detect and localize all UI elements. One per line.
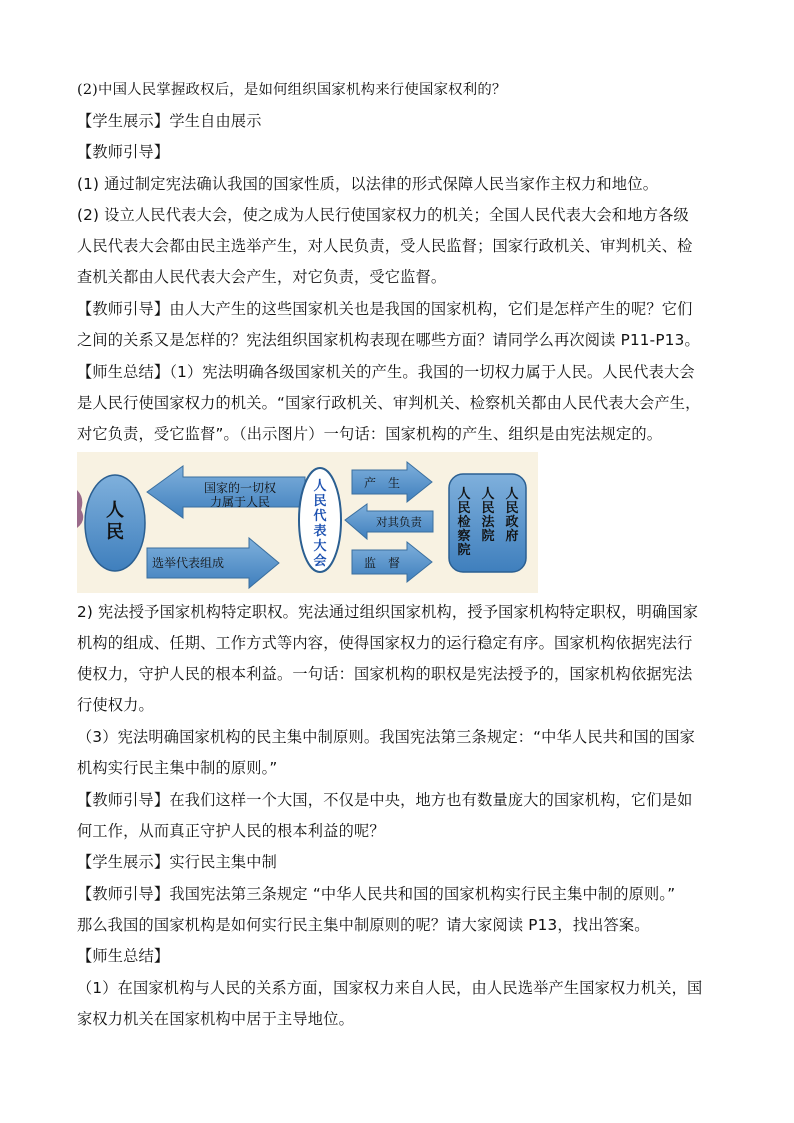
svg-text:检: 检 bbox=[457, 515, 471, 530]
svg-text:人: 人 bbox=[457, 487, 471, 502]
paragraph-line: 【师生总结】 bbox=[77, 947, 170, 965]
svg-text:代: 代 bbox=[313, 509, 327, 524]
svg-text:人: 人 bbox=[505, 487, 519, 502]
paragraph-line: (1) 通过制定宪法确认我国的国家性质，以法律的形式保障人民当家作主权力和地位。 bbox=[77, 175, 659, 193]
paragraph-line: 【教师引导】我国宪法第三条规定 “中华人民共和国的国家机构实行民主集中制的原则。” bbox=[77, 885, 676, 903]
paragraph-line: 行使权力。 bbox=[77, 696, 154, 714]
svg-text:民: 民 bbox=[313, 494, 327, 509]
svg-text:府: 府 bbox=[505, 529, 519, 544]
svg-text:人: 人 bbox=[313, 479, 327, 494]
paragraph-line: 之间的关系又是怎样的？宪法组织国家机构表现在哪些方面？请同学么再次阅读 P11-P13。 bbox=[77, 331, 700, 349]
paragraph-line: (2) 设立人民代表大会，使之成为人民行使国家权力的机关；全国人民代表大会和地方各级 bbox=[77, 206, 689, 224]
decorative-petal bbox=[77, 490, 83, 528]
paragraph-line: （3）宪法明确国家机构的民主集中制原则。我国宪法第三条规定：“中华人民共和国的国家 bbox=[77, 728, 696, 746]
paragraph-line: （1）在国家机构与人民的关系方面，国家权力来自人民，由人民选举产生国家权力机关，国 bbox=[77, 979, 703, 997]
paragraph-line: 机构的组成、任期、工作方式等内容，使得国家权力的运行稳定有序。国家机构依据宪法行 bbox=[77, 634, 693, 652]
produce-label: 产 生 bbox=[363, 476, 401, 490]
supervise-label: 监 督 bbox=[363, 556, 401, 570]
svg-text:表: 表 bbox=[313, 524, 327, 539]
svg-text:民: 民 bbox=[481, 501, 495, 516]
paragraph-line: 人民代表大会都由民主选举产生，对人民负责，受人民监督；国家行政机关、审判机关、检 bbox=[77, 237, 693, 255]
paragraph-line: 机构实行民主集中制的原则。” bbox=[77, 759, 278, 777]
svg-text:民: 民 bbox=[457, 501, 471, 516]
paragraph-line: 对它负责，受它监督”。（出示图片）一句话：国家机构的产生、组织是由宪法规定的。 bbox=[77, 425, 663, 443]
paragraph-line: 查机关都由人民代表大会产生，对它负责，受它监督。 bbox=[77, 268, 447, 286]
svg-text:会: 会 bbox=[313, 554, 327, 569]
people-label-2: 民 bbox=[106, 522, 124, 543]
svg-text:察: 察 bbox=[457, 529, 471, 544]
people-label-1: 人 bbox=[106, 500, 124, 521]
paragraph-line: 【教师引导】由人大产生的这些国家机关也是我国的国家机构，它们是怎样产生的呢？它们 bbox=[77, 300, 693, 318]
arrow-bottom-label: 选举代表组成 bbox=[151, 556, 225, 570]
paragraph-line: 【学生展示】学生自由展示 bbox=[77, 112, 262, 130]
paragraph-line: 【教师引导】在我们这样一个大国，不仅是中央，地方也有数量庞大的国家机构，它们是如 bbox=[77, 791, 693, 809]
svg-text:政: 政 bbox=[505, 515, 519, 530]
state-organs-diagram bbox=[77, 452, 538, 593]
svg-text:院: 院 bbox=[457, 543, 471, 558]
svg-text:院: 院 bbox=[481, 529, 495, 544]
svg-text:大: 大 bbox=[313, 539, 327, 554]
paragraph-line: 是人民行使国家权力的机关。“国家行政机关、审判机关、检察机关都由人民代表大会产生， bbox=[77, 394, 701, 412]
paragraph-line: 2) 宪法授予国家机构特定职权。宪法通过组织国家机构，授予国家机构特定职权，明确国家 bbox=[77, 603, 699, 621]
paragraph-line: 使权力，守护人民的根本利益。一句话：国家机构的职权是宪法授予的，国家机构依据宪法 bbox=[77, 665, 693, 683]
svg-text:人: 人 bbox=[481, 487, 495, 502]
arrow-top-line2: 力属于人民 bbox=[209, 495, 271, 509]
paragraph-line: 那么我国的国家机构是如何实行民主集中制原则的呢？请大家阅读 P13，找出答案。 bbox=[77, 916, 650, 934]
paragraph-line: 【学生展示】实行民主集中制 bbox=[77, 853, 278, 871]
arrow-top-line1: 国家的一切权 bbox=[203, 481, 277, 495]
question-heading: (2)中国人民掌握政权后，是如何组织国家机构来行使国家权利的？ bbox=[77, 82, 507, 98]
paragraph-line: 【教师引导】 bbox=[77, 143, 170, 161]
paragraph-line: 何工作，从而真正守护人民的根本利益的呢？ bbox=[77, 822, 385, 840]
paragraph-line: 【师生总结】（1）宪法明确各级国家机关的产生。我国的一切权力属于人民。人民代表大会 bbox=[77, 363, 695, 381]
paragraph-line: 家权力机关在国家机构中居于主导地位。 bbox=[77, 1010, 354, 1028]
responsible-label: 对其负责 bbox=[376, 515, 422, 529]
svg-text:民: 民 bbox=[505, 501, 519, 516]
svg-text:法: 法 bbox=[481, 515, 495, 530]
